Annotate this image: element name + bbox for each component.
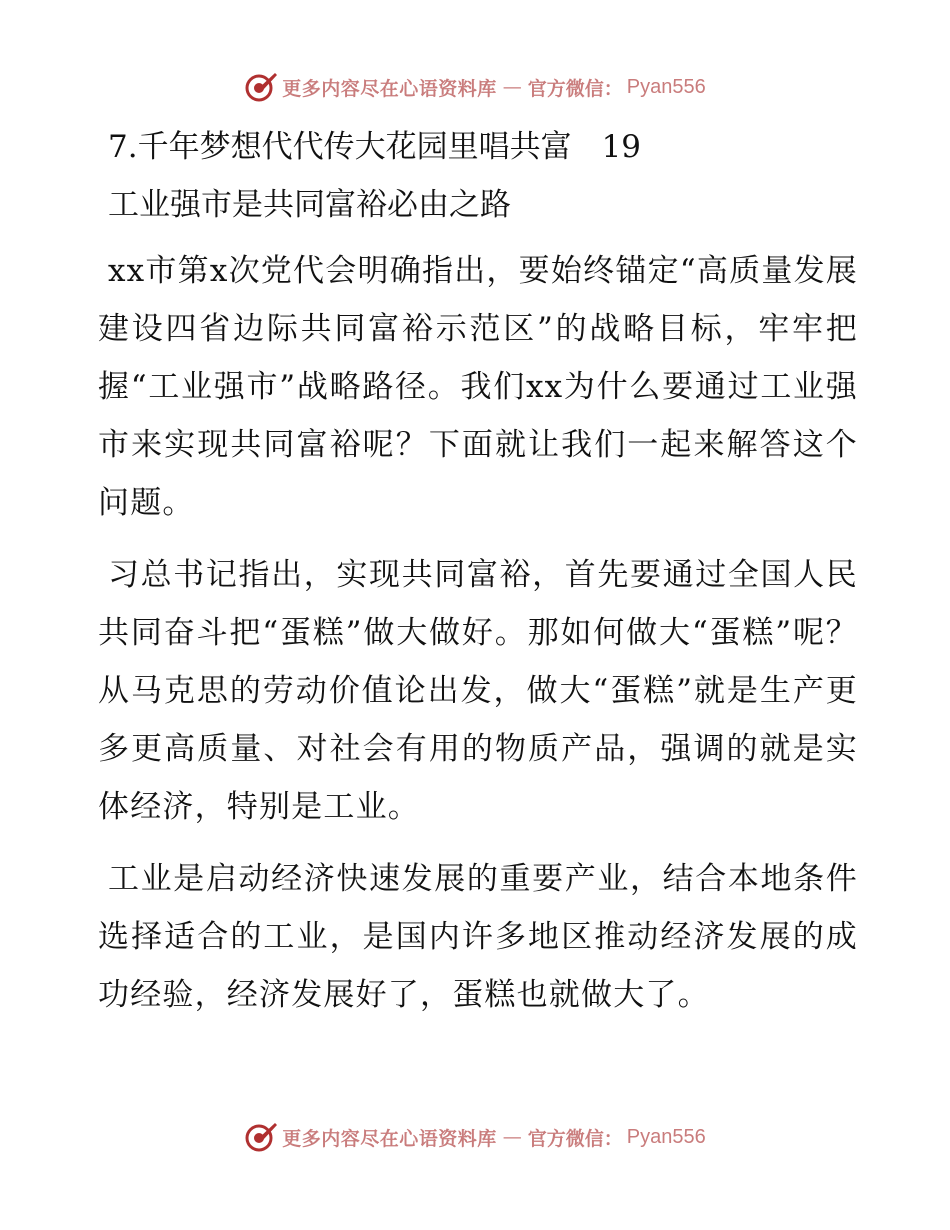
subtitle: 工业强市是共同富裕必由之路 bbox=[108, 187, 511, 223]
watermark-text: 更多内容尽在心语资料库 bbox=[282, 1127, 497, 1150]
paragraph-1: xx市第x次党代会明确指出，要始终锚定“高质量发展建设四省边际共同富裕示范区”的战略目标，牢牢把握“工业强市”战略路径。我们xx为什么要通过工业强市来实现共同富裕呢？下面就让我们一起来解答这个问题。 bbox=[98, 253, 858, 521]
document-body bbox=[98, 124, 858, 1038]
pen-swirl-logo-icon bbox=[244, 70, 278, 104]
paragraph-3: 工业是启动经济快速发展的重要产业，结合本地条件选择适合的工业，是国内许多地区推动经济发展的成功经验，经济发展好了，蛋糕也就做大了。 bbox=[98, 861, 858, 1013]
watermark-id: Pyan556 bbox=[626, 75, 706, 98]
pen-swirl-logo-icon bbox=[244, 1120, 278, 1154]
heading-line bbox=[108, 124, 858, 170]
heading-text: 7.千年梦想代代传大花园里唱共富 bbox=[108, 129, 572, 165]
header-watermark bbox=[0, 70, 950, 104]
watermark-dash: — bbox=[502, 1126, 522, 1148]
heading-page-number: 19 bbox=[601, 129, 642, 165]
footer-watermark bbox=[0, 1120, 950, 1154]
watermark-text: 更多内容尽在心语资料库 bbox=[282, 77, 497, 100]
watermark-dash: — bbox=[502, 76, 522, 98]
watermark-id: Pyan556 bbox=[626, 1125, 706, 1148]
watermark-label: 官方微信： bbox=[527, 77, 623, 100]
watermark-label: 官方微信： bbox=[527, 1127, 623, 1150]
watermark-group bbox=[244, 1120, 706, 1154]
paragraph-2: 习总书记指出，实现共同富裕，首先要通过全国人民共同奋斗把“蛋糕”做大做好。那如何做大“蛋糕”呢？从马克思的劳动价值论出发，做大“蛋糕”就是生产更多更高质量、对社会有用的物质产品，强调的就是实体经济，特别是工业。 bbox=[98, 557, 858, 825]
watermark-group bbox=[244, 70, 706, 104]
